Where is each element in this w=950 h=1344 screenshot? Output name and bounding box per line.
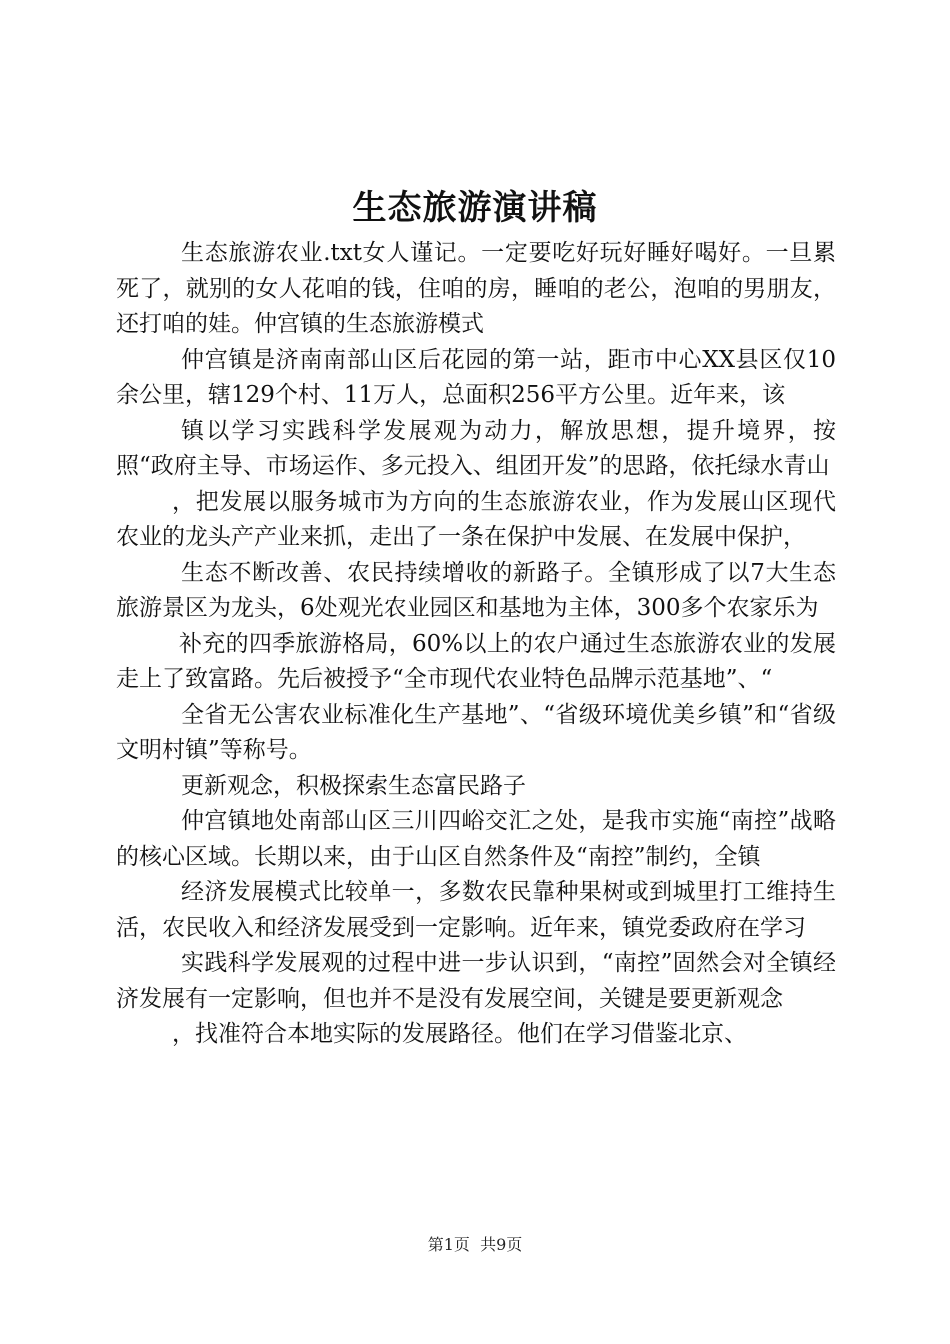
- paragraph: 镇以学习实践科学发展观为动力，解放思想，提升境界，按照“政府主导、市场运作、多元投入、组团开发”的思路，依托绿水青山: [116, 417, 836, 479]
- paragraph: 实践科学发展观的过程中进一步认识到，“南控”固然会对全镇经济发展有一定影响，但也并不是没有发展空间，关键是要更新观念: [116, 950, 836, 1012]
- paragraph: ，把发展以服务城市为方向的生态旅游农业，作为发展山区现代农业的龙头产产业来抓，走出了一条在保护中发展、在发展中保护，: [116, 488, 836, 550]
- section-heading: 更新观念，积极探索生态富民路子: [181, 772, 526, 799]
- paragraph: 生态不断改善、农民持续增收的新路子。全镇形成了以7大生态旅游景区为龙头，6处观光农业园区和基地为主体，300多个农家乐为: [116, 559, 836, 621]
- paragraph: ，找准符合本地实际的发展路径。他们在学习借鉴北京、: [172, 1021, 747, 1047]
- page-number-label: 第1页 共9页: [427, 1235, 523, 1254]
- paragraph: 仲宫镇地处南部山区三川四峪交汇之处，是我市实施“南控”战略的核心区域。长期以来，由于山区自然条件及“南控”制约，全镇: [116, 808, 836, 870]
- paragraph: 经济发展模式比较单一，多数农民靠种果树或到城里打工维持生活，农民收入和经济发展受到一定影响。近年来，镇党委政府在学习: [116, 879, 836, 941]
- document-title: 生态旅游演讲稿: [352, 188, 598, 228]
- paragraph: 补充的四季旅游格局，60%以上的农户通过生态旅游农业的发展走上了致富路。先后被授予“全市现代农业特色品牌示范基地”、“: [116, 630, 836, 692]
- document-body: [116, 236, 836, 1053]
- paragraph: 生态旅游农业.txt女人谨记。一定要吃好玩好睡好喝好。一旦累死了，就别的女人花咱的钱，住咱的房，睡咱的老公，泡咱的男朋友，还打咱的娃。仲宫镇的生态旅游模式: [116, 240, 836, 337]
- paragraph: 全省无公害农业标准化生产基地”、“省级环境优美乡镇”和“省级文明村镇”等称号。: [116, 701, 836, 763]
- page-footer: [0, 1234, 950, 1256]
- paragraph: 仲宫镇是济南南部山区后花园的第一站，距市中心XX县区仅10余公里，辖129个村、11万人，总面积256平方公里。近年来，该: [116, 346, 836, 408]
